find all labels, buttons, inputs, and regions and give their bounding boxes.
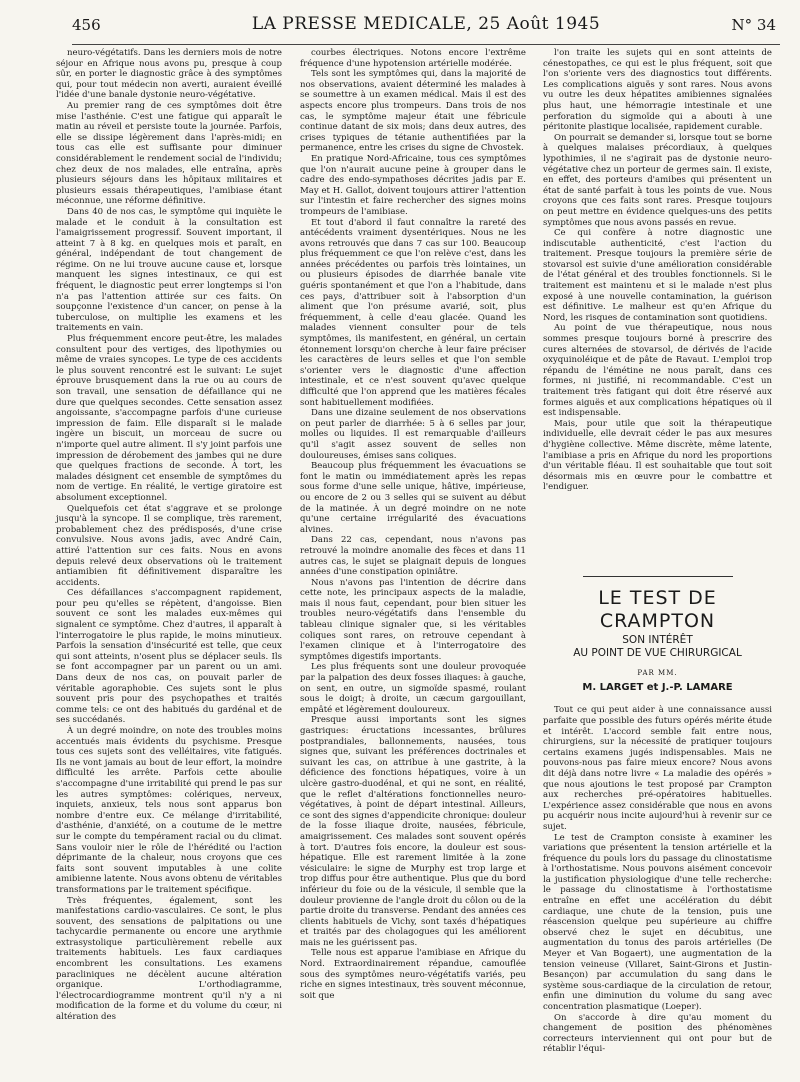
- column-3-body: [543, 48, 772, 568]
- paragraph: En pratique Nord-Africaine, tous ces symptômes que l'on n'aurait aucune peine à grouper dans le cadre des endo-sympathoses décrites jadis par E. May et H. Gallot, doivent toujours attirer l'attention sur l'intestin et faire rechercher des signes moins trompeurs de l'amibiase.: [300, 153, 526, 217]
- page-number: 456: [72, 16, 101, 34]
- article-title: LE TEST DE CRAMPTON: [598, 587, 717, 632]
- column-1: [56, 48, 282, 1068]
- paragraph: Nous n'avons pas l'intention de décrire dans cette note, les principaux aspects de la maladie, mais il nous faut, cependant, pour bien situer les troubles neuro-végétatifs dans l'ensemble du tableau clinique signaler que, si les véritables coliques sont rares, on retrouve cependant à l'examen clinique et à l'interrogatoire des symptômes digestifs importants.: [300, 577, 526, 662]
- paragraph: Dans une dizaine seulement de nos observations on peut parler de diarrhée: 5 à 6 selles par jour, molles ou liquides. Il est remarquable d'ailleurs qu'il s'agit assez souvent de selles non douloureuses, émises sans coliques.: [300, 408, 526, 461]
- paragraph: Mais, pour utile que soit la thérapeutique individuelle, elle devrait céder le pas aux mesures d'hygiène collective. Même discrète, même latente, l'amibiase a pris en Afrique du nord les proportions d'un véritable fléau. Il est souhaitable que tout soit désormais mis en œuvre pour le combattre et l'endiguer.: [543, 418, 772, 493]
- column-3: [543, 48, 772, 1068]
- section-divider: [583, 576, 733, 577]
- paragraph: On pourrait se demander si, lorsque tout se borne à quelques malaises précordiaux, à quelques lypothimies, il ne s'agirait pas de dystonie neuro-végétative chez un porteur de germes sain. Il existe, en effet, des porteurs d'amibes qui présentent un état de santé parfait à tous les points de vue. Nous croyons que ces faits sont rares. Presque toujours on peut mettre en évidence quelques-uns des petits symptômes que nous avons passés en revue.: [543, 132, 772, 228]
- article-byline-prefix: PAR MM.: [637, 669, 678, 678]
- paragraph: neuro-végétatifs. Dans les derniers mois de notre séjour en Afrique nous avons pu, presque à coup sûr, en porter le diagnostic grâce à des symptômes qui, pour tout médecin non averti, auraient éveillé l'idée d'une banale dystonie neuro-végétative.: [56, 48, 282, 101]
- paragraph: Quelquefois cet état s'aggrave et se prolonge jusqu'à la syncope. Il se complique, très rarement, probablement chez des prédisposés, d'une crise convulsive. Nous avons jadis, avec André Cain, attiré l'attention sur ces faits. Nous en avons depuis relevé deux observations où le traitement antiamibien fit définitivement disparaître les accidents.: [56, 503, 282, 588]
- paragraph: Les plus fréquents sont une douleur provoquée par la palpation des deux fosses iliaques: à gauche, on sent, en outre, un sigmoïde spasmé, roulant sous le doigt; à droite, un cæcum gargouillant, empâté et légèrement douloureux.: [300, 662, 526, 715]
- column-2: [300, 48, 526, 1068]
- paragraph: Beaucoup plus fréquemment les évacuations se font le matin ou immédiatement après les repas sous forme d'une selle unique, hâtive, impérieuse, ou encore de 2 ou 3 selles qui se suivent au début de la matinée. À un degré moindre on ne note qu'une certaine irrégularité des évacuations alvines.: [300, 461, 526, 535]
- journal-title: LA PRESSE MEDICALE, 25 Août 1945: [251, 14, 601, 34]
- paragraph: Dans 22 cas, cependant, nous n'avons pas retrouvé la moindre anomalie des fèces et dans 11 autres cas, le sujet se plaignait depuis de longues années d'une constipation opiniâtre.: [300, 535, 526, 578]
- issue-number: N° 34: [731, 16, 776, 34]
- paragraph: On s'accorde à dire qu'au moment du changement de position des phénomènes correcteurs interviennent qui ont pour but de rétablir l'équi-: [543, 1012, 772, 1055]
- paragraph: Tels sont les symptômes qui, dans la majorité de nos observations, avaient déterminé les malades à se soumettre à un examen médical. Mais il est des aspects encore plus trompeurs. Dans trois de nos cas, le symptôme majeur était une fébricule continue datant de six mois; dans deux autres, des crises typiques de tétanie authentifiées par la permanence, entre les crises du signe de Chvostek.: [300, 69, 526, 154]
- paragraph: Très fréquentes, également, sont les manifestations cardio-vasculaires. Ce sont, le plus souvent, des sensations de palpitations ou une tachycardie permanente ou encore une arythmie extrasystolique particulièrement rebelle aux traitements habituels. Les faux cardiaques encombrent les consultations. Les examens paracliniques ne décèlent aucune altération organique. L'orthodiagramme, l'électrocardiogramme montrent qu'il n'y a ni modification de la forme et du volume du cœur, ni altération des: [56, 895, 282, 1023]
- paragraph: Telle nous est apparue l'amibiase en Afrique du Nord. Extraordinairement répandue, camouflée sous des symptômes neuro-végétatifs variés, peu riche en signes intestinaux, très souvent méconnue, soit que: [300, 948, 526, 1001]
- paragraph: courbes électriques. Notons encore l'extrême fréquence d'une hypotension artérielle modérée.: [300, 48, 526, 69]
- paragraph: Presque aussi importants sont les signes gastriques: éructations incessantes, brûlures postprandiales, ballonnements, nausées, tous signes que, suivant les préférences doctrinales et suivant les cas, on attribue à une gastrite, à la déficience des fonctions hépatiques, voire à un ulcère gastro-duodénal, et qui ne sont, en réalité, que le reflet d'altérations fonctionnelles neuro-végétatives, à point de départ intestinal. Ailleurs, ce sont des signes d'appendicite chronique: douleur de la fosse iliaque droite, nausées, fébricule, amaigrissement. Ces malades sont souvent opérés à tort. D'autres fois encore, la douleur est sous-hépatique. Elle est rarement limitée à la zone vésiculaire: le signe de Murphy est trop large et trop diffus pour être authentique. Plus que du bord inférieur du foie ou de la vésicule, il semble que la douleur provienne de l'angle droit du côlon ou de la partie droite du transverse. Pendant des années ces clients habituels de Vichy, sont taxés d'hépatiques et traités par des cholagogues qui les améliorent mais ne les guérissent pas.: [300, 715, 526, 948]
- paragraph: À un degré moindre, on note des troubles moins accentués mais évidents du psychisme. Presque tous ces sujets sont des velléitaires, vite fatigués. Ils ne vont jamais au bout de leur effort, la moindre difficulté les arrête. Parfois cette aboulie s'accompagne d'une irritabilité qui prend le pas sur les autres symptômes: colériques, nerveux, inquiets, anxieux, tels nous sont apparus bon nombre d'entre eux. Ce mélange d'irritabilité, d'asthénie, d'anxiété, on a coutume de le mettre sur le compte du tempérament racial ou du climat. Sans vouloir nier le rôle de l'hérédité ou l'action déprimante de la chaleur, nous croyons que ces faits sont souvent imputables à une colite amibienne latente. Nous avons obtenu de véritables transformations par le traitement spécifique.: [56, 726, 282, 895]
- paragraph: Au premier rang de ces symptômes doit être mise l'asthénie. C'est une fatigue qui apparaît le matin au réveil et persiste toute la journée. Parfois, elle se dissipe légèrement dans l'après-midi; en tous cas elle est suffisante pour diminuer considérablement le rendement social de l'individu; chez deux de nos malades, elle entraîna, après plusieurs séjours dans les hôpitaux militaires et plusieurs essais thérapeutiques, l'amibiase étant méconnue, une réforme définitive.: [56, 100, 282, 207]
- article-authors: M. LARGET et J.-P. LAMARE: [582, 681, 733, 693]
- paragraph: Ces défaillances s'accompagnent rapidement, pour peu qu'elles se répètent, d'angoisse. Bien souvent ce sont les malades eux-mêmes qui signalent ce symptôme. Chez d'autres, il apparaît à l'interrogatoire le plus rapide, le moins minutieux. Parfois la sensation d'insécurité est telle, que ceux qui sont atteints, n'osent plus se déplacer seuls. Ils se font accompagner par un parent ou un ami. Dans deux de nos cas, on pouvait parler de véritable agoraphobie. Ces sujets sont le plus souvent pris pour des psychopathes et traités comme tels: ce ont des habitués du gardénal et de ses succédanés.: [56, 588, 282, 726]
- paragraph: Dans 40 de nos cas, le symptôme qui inquiète le malade et le conduit à la consultation est l'amaigrissement progressif. Souvent important, il atteint 7 à 8 kg. en quelques mois et paraît, en général, indépendant de tout changement de régime. On ne lui trouve aucune cause et, lorsque manquent les signes intestinaux, ce qui est fréquent, le diagnostic peut errer longtemps si l'on n'a pas l'attention attirée sur ces faits. On soupçonne l'existence d'un cancer, on pense à la tuberculose, on multiplie les examens et les traitements en vain.: [56, 206, 282, 334]
- page-header: [72, 10, 780, 45]
- article-body: [543, 705, 772, 1055]
- paragraph: Tout ce qui peut aider à une connaissance aussi parfaite que possible des futurs opérés mérite étude et intérêt. L'accord semble fait entre nous, chirurgiens, sur la nécessité de pratiquer toujours certains examens jugés indispensables. Mais ne pouvons-nous pas faire mieux encore? Nous avons dit déjà dans notre livre « La maladie des opérés » que nous ajoutions le test proposé par Crampton aux recherches pré-opératoires habituelles. L'expérience assez considérable que nous en avons pu acquérir nous incite aujourd'hui à revenir sur ce sujet.: [543, 705, 772, 832]
- paragraph: Le test de Crampton consiste à examiner les variations que présentent la tension artérielle et la fréquence du pouls lors du passage du clinostatisme à l'orthostatisme. Nous pouvons aisément concevoir la justification physiologique d'une telle recherche: le passage du clinostatisme à l'orthostatisme entraîne en effet une accélération du débit cardiaque, une chute de la tension, puis une réascension quelque peu supérieure au chiffre observé chez le sujet en décubitus, une augmentation du tonus des parois artérielles (De Meyer et Van Bogaert), une augmentation de la tension veineuse (Villaret, Saint-Girons et Justin-Besançon) par accumulation du sang dans le système sous-cardiaque de la circulation de retour, enfin une diminution du volume du sang avec concentration plasmatique (Loeper).: [543, 832, 772, 1012]
- paragraph: Ce qui confère à notre diagnostic une indiscutable authenticité, c'est l'action du traitement. Presque toujours la première série de stovarsol est suivie d'une amélioration considérable de l'état général et des troubles fonctionnels. Si le traitement est maintenu et si le malade n'est plus exposé à une nouvelle contamination, la guérison est définitive. Le malheur est qu'en Afrique du Nord, les risques de contamination sont quotidiens.: [543, 228, 772, 323]
- paragraph: Plus fréquemment encore peut-être, les malades consultent pour des vertiges, des lipothymies ou même de vraies syncopes. Le type de ces accidents le plus souvent rencontré est le suivant: Le sujet éprouve brusquement dans la rue ou au cours de son travail, une sensation de défaillance qui ne dure que quelques secondes. Cette sensation assez angoissante, s'accompagne parfois d'une curieuse impression de faim. Elle disparaît si le malade ingère un biscuit, un morceau de sucre ou n'importe quel autre aliment. Il s'y joint parfois une impression de dérobement des jambes qui ne dure que quelques fractions de seconde. À tort, les malades désignent cet ensemble de symptômes du nom de vertige. En réalité, le vertige giratoire est absolument exceptionnel.: [56, 334, 282, 503]
- paragraph: l'on traite les sujets qui en sont atteints de cénestopathes, ce qui est le plus fréquent, soit que l'on s'oriente vers des diagnostics tout différents. Les complications aiguës y sont rares. Nous avons vu outre les deux hépatites amibiennes signalées plus haut, une hémorragie intestinale et une perforation du sigmoïde qui a abouti à une péritonite plastique localisée, rapidement curable.: [543, 48, 772, 133]
- paragraph: Et tout d'abord il faut connaître la rareté des antécédents vraiment dysentériques. Nous ne les avons retrouvés que dans 7 cas sur 100. Beaucoup plus fréquemment ce que l'on relève c'est, dans les années précédentes ou parfois très lointaines, un ou plusieurs épisodes de diarrhée banale vite guéris spontanément et que l'on a l'habitude, dans ces pays, d'attribuer soit à l'absorption d'un aliment que l'on présume avarié, soit, plus fréquemment, à celle d'eau glacée. Quand les malades viennent consulter pour de tels symptômes, ils manifestent, en général, un certain étonnement lorsqu'on cherche à leur faire préciser les caractères de leurs selles et que l'on semble s'orienter vers le diagnostic d'une affection intestinale, et ce n'est souvent qu'avec quelque difficulté que l'on apprend que les matières fécales sont habituellement modifiées.: [300, 217, 526, 408]
- article-subtitle-2: AU POINT DE VUE CHIRURGICAL: [573, 646, 742, 659]
- article-subtitle: SON INTÉRÊT: [622, 634, 693, 646]
- paragraph: Au point de vue thérapeutique, nous nous sommes presque toujours borné à prescrire des cures alternées de stovarsol, de dérivés de l'acide oxyquinoléique et de pâte de Ravaut. L'emploi trop répandu de l'émétine ne nous paraît, dans ces formes, ni justifié, ni recommandable. C'est un traitement très fatigant qui doit être réservé aux formes aiguës et aux complications hépatiques où il est indispensable.: [543, 323, 772, 419]
